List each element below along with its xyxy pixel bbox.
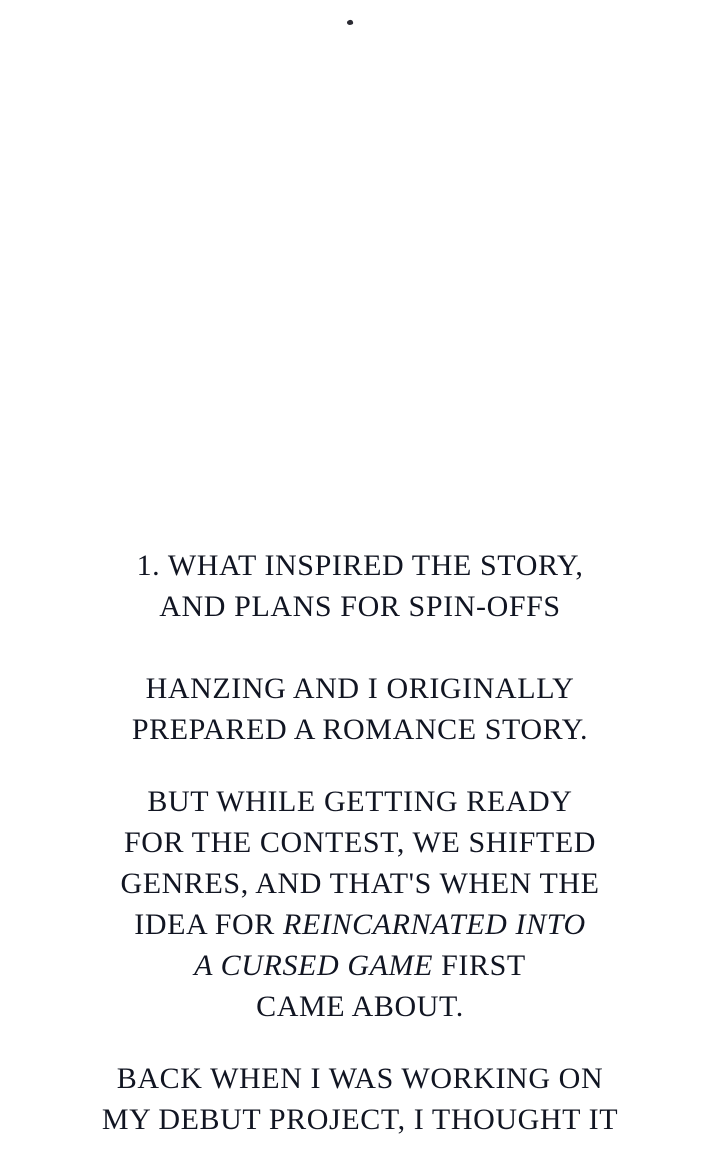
paragraph-1 bbox=[40, 668, 680, 750]
paragraph-2-line-5-suffix: FIRST bbox=[433, 949, 526, 982]
section-heading-line-2: AND PLANS FOR SPIN-OFFS bbox=[159, 590, 561, 623]
paragraph-2-line-4-prefix: IDEA FOR bbox=[134, 908, 284, 941]
paragraph-3-line-1: BACK WHEN I WAS WORKING ON bbox=[116, 1062, 604, 1095]
ink-speck-icon bbox=[346, 19, 353, 26]
section-heading-line-1: 1. WHAT INSPIRED THE STORY, bbox=[136, 549, 584, 582]
section-heading bbox=[40, 545, 680, 627]
paragraph-2-line-1: BUT WHILE GETTING READY bbox=[147, 785, 573, 818]
spacer bbox=[40, 750, 680, 781]
page-text-block bbox=[0, 545, 720, 1140]
paragraph-2-line-2: FOR THE CONTEST, WE SHIFTED bbox=[123, 826, 597, 859]
paragraph-2-line-3: GENRES, AND THAT'S WHEN THE bbox=[120, 867, 600, 900]
paragraph-1-line-1: HANZING AND I ORIGINALLY bbox=[145, 672, 575, 705]
spacer bbox=[40, 1027, 680, 1058]
paragraph-2 bbox=[40, 781, 680, 1027]
paragraph-3 bbox=[40, 1058, 680, 1140]
paragraph-3-line-2: MY DEBUT PROJECT, I THOUGHT IT bbox=[101, 1103, 619, 1136]
title-italic-part-2: A CURSED GAME bbox=[194, 949, 434, 982]
spacer bbox=[40, 627, 680, 668]
paragraph-2-line-6: CAME ABOUT. bbox=[256, 990, 464, 1023]
title-italic-part-1: REINCARNATED INTO bbox=[283, 908, 586, 941]
paragraph-1-line-2: PREPARED A ROMANCE STORY. bbox=[131, 713, 589, 746]
